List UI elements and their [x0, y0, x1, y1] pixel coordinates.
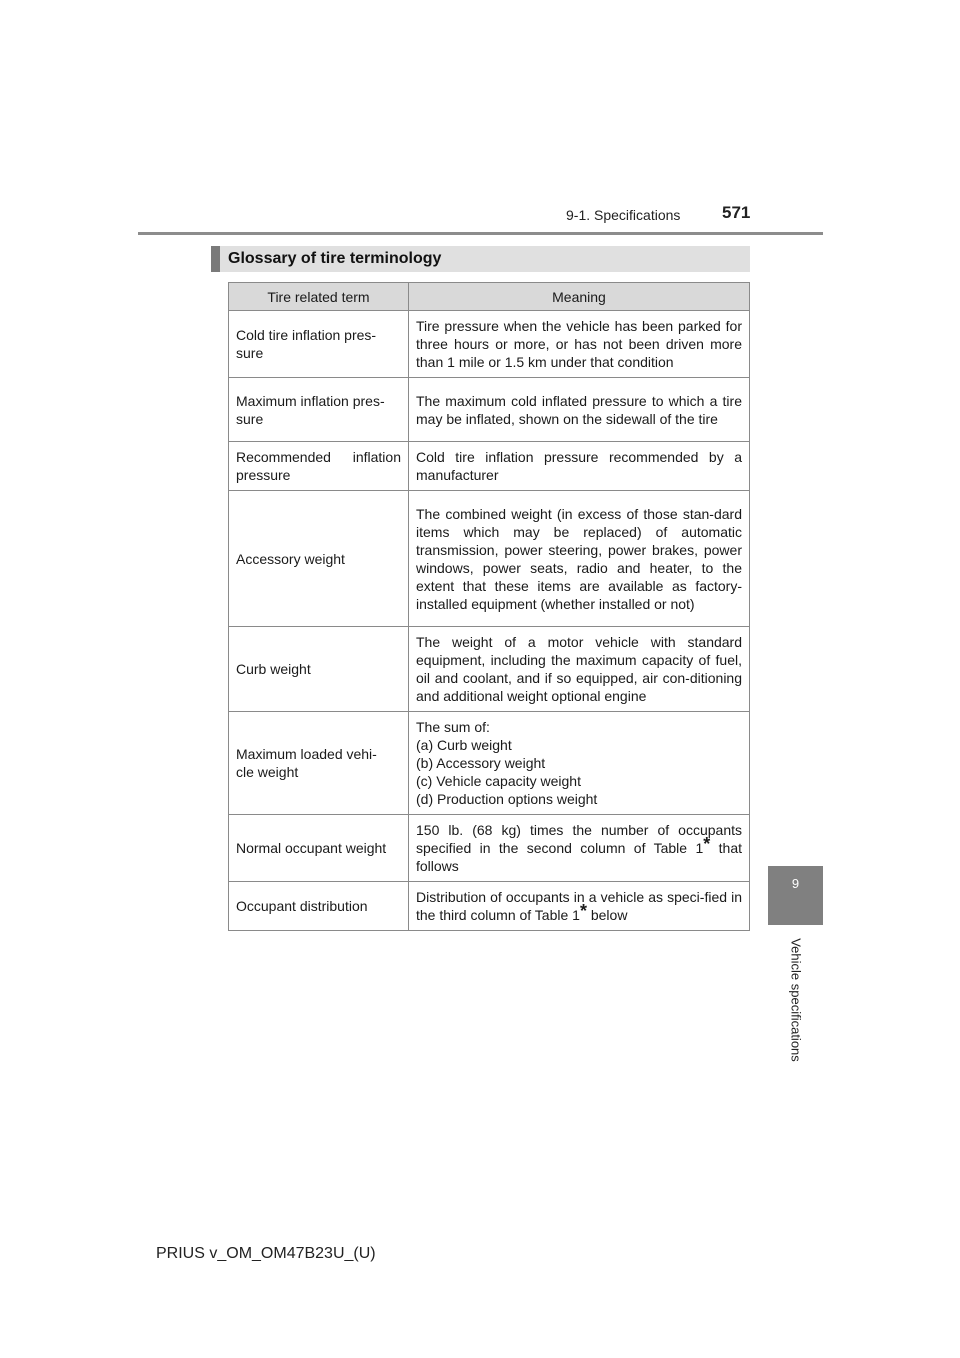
meaning-text-tail: below [586, 907, 628, 923]
meaning-cell: The maximum cold inflated pressure to which a tire may be inflated, shown on the sidewall of the tire [409, 378, 750, 442]
header-section-title: 9-1. Specifications [566, 207, 681, 223]
meaning-cell [409, 882, 750, 931]
table-row [229, 491, 750, 627]
table-row [229, 712, 750, 815]
meaning-text: 150 lb. (68 kg) times the number of occupants specified in the second column of Table 1 [416, 822, 742, 856]
term-cell: Maximum loaded vehi- cle weight [229, 712, 409, 815]
section-title: Glossary of tire terminology [228, 250, 442, 267]
term-cell: Occupant distribution [229, 882, 409, 931]
chapter-side-label [788, 930, 804, 1070]
footnote-star: * [703, 834, 711, 854]
meaning-cell: Cold tire inflation pressure recommended by a manufacturer [409, 442, 750, 491]
glossary-table [228, 282, 750, 931]
meaning-text-tail: that follows [416, 840, 742, 874]
term-cell: Recommended inflation pressure [229, 442, 409, 491]
meaning-cell: The combined weight (in excess of those stan-dard items which may be replaced) of automatic transmission, power steering, power brakes, power windows, power seats, radio and heater, to the extent that these items are available as factory-installed equipment (whether installed or not) [409, 491, 750, 627]
meaning-text: Distribution of occupants in a vehicle as speci-fied in the third column of Table 1 [416, 889, 742, 923]
table-row [229, 311, 750, 378]
footer-doc-code: PRIUS v_OM_OM47B23U_(U) [156, 1245, 376, 1262]
term-cell: Curb weight [229, 627, 409, 712]
section-heading-bar [211, 246, 750, 272]
table-row [229, 627, 750, 712]
meaning-cell [409, 815, 750, 882]
chapter-tab-number: 9 [791, 876, 800, 891]
term-cell: Accessory weight [229, 491, 409, 627]
header-rule [138, 232, 823, 235]
meaning-cell: The weight of a motor vehicle with standard equipment, including the maximum capacity of fuel, oil and coolant, and if so equipped, air con-ditioning and additional weight optional engine [409, 627, 750, 712]
table-row [229, 882, 750, 931]
term-cell: Normal occupant weight [229, 815, 409, 882]
column-header-meaning: Meaning [409, 283, 750, 311]
table-row [229, 442, 750, 491]
term-cell: Maximum inflation pres- sure [229, 378, 409, 442]
chapter-tab [768, 866, 823, 925]
table-row [229, 815, 750, 882]
footnote-star: * [579, 901, 587, 921]
chapter-side-label-text: Vehicle specifications [788, 938, 804, 1062]
page-number: 571 [722, 203, 751, 222]
meaning-cell: Tire pressure when the vehicle has been parked for three hours or more, or has not been driven more than 1 mile or 1.5 km under that condition [409, 311, 750, 378]
term-cell: Cold tire inflation pres- sure [229, 311, 409, 378]
table-header-row [229, 283, 750, 311]
column-header-term: Tire related term [229, 283, 409, 311]
table-row [229, 378, 750, 442]
meaning-cell: The sum of: (a) Curb weight (b) Accessory weight (c) Vehicle capacity weight (d) Production options weight [409, 712, 750, 815]
